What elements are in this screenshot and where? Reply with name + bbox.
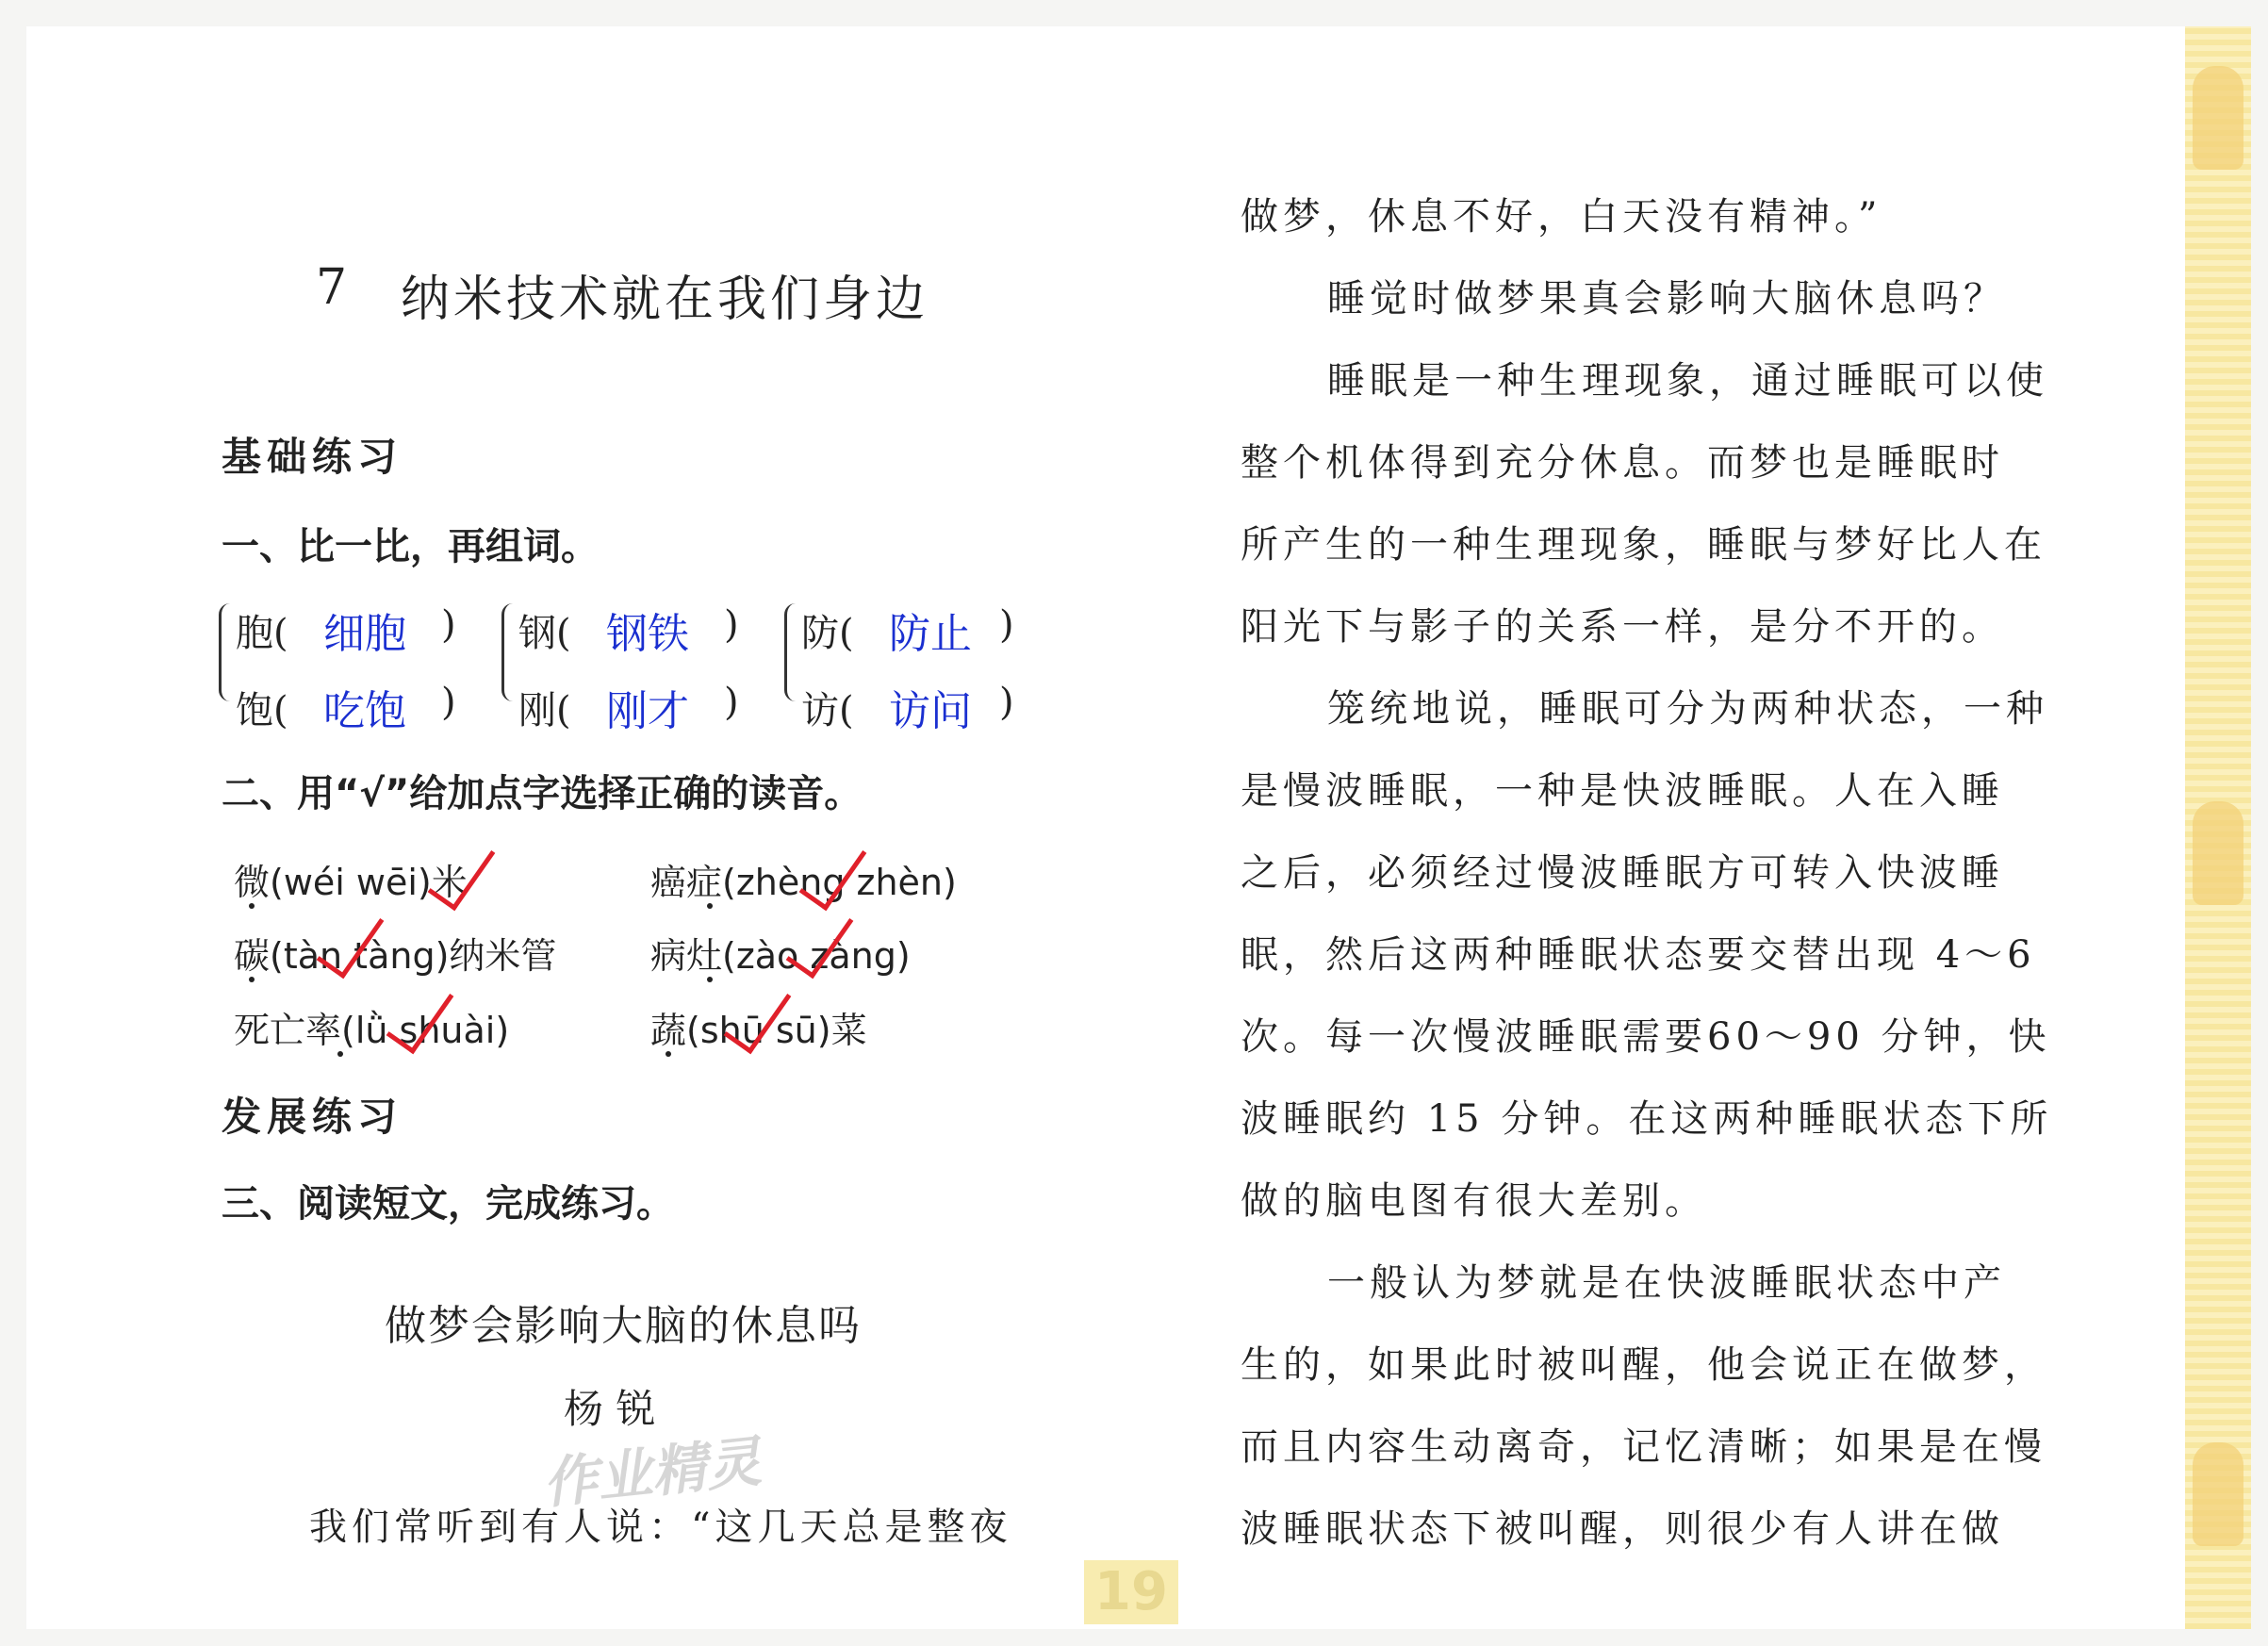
- article-text-line: 所产生的一种生理现象，睡眠与梦好比人在: [1241, 523, 2046, 567]
- compare-char: 饱(: [236, 689, 288, 732]
- answer-word: 吃饱: [323, 687, 406, 735]
- article-text-line: 一般认为梦就是在快波睡眠状态中产: [1327, 1261, 2006, 1305]
- close-paren: ): [724, 681, 739, 724]
- article-text-line: 波睡眠约 15 分钟。在这两种睡眠状态下所: [1241, 1097, 2053, 1141]
- page-number: 19: [1084, 1560, 1178, 1624]
- pinyin-item: 碳(tàn tàng)纳米管: [234, 935, 557, 977]
- article-text-line: 整个机体得到充分休息。而梦也是睡眠时: [1241, 441, 2004, 485]
- close-paren: ): [441, 603, 456, 647]
- pinyin-item: 蔬(shū sū)菜: [650, 1010, 867, 1051]
- article-title: 做梦会影响大脑的休息吗: [385, 1302, 862, 1350]
- article-text-line: 波睡眠状态下被叫醒，则很少有人讲在做: [1241, 1507, 2004, 1551]
- article-right-column: [1241, 187, 2051, 1581]
- emphasis-dot: [249, 903, 255, 909]
- cartoon-decoration-bottom: [2193, 1442, 2243, 1546]
- pinyin-item: 死亡率(lǜ shuài): [234, 1010, 510, 1051]
- emphasis-dot: [666, 1051, 671, 1057]
- emphasis-dot: [707, 903, 713, 909]
- article-text-line: 笼统地说，睡眠可分为两种状态，一种: [1327, 687, 2048, 731]
- section-basic-practice: 基础练习: [222, 434, 403, 480]
- section-development-practice: 发展练习: [222, 1094, 403, 1140]
- brace-2: [501, 603, 518, 701]
- watermark: 作业精灵: [539, 1429, 764, 1516]
- close-paren: ): [441, 681, 456, 724]
- cartoon-decoration-top: [2193, 66, 2243, 170]
- lesson-title: 纳米技术就在我们身边: [401, 272, 929, 328]
- pinyin-item: 病灶(zào zàng): [650, 935, 911, 977]
- pinyin-item: 癌症(zhèng zhèn): [650, 862, 957, 903]
- answer-word: 刚才: [606, 687, 689, 735]
- article-text-line: 睡眠是一种生理现象，通过睡眠可以使: [1327, 359, 2048, 403]
- brace-1: [219, 603, 235, 701]
- close-paren: ): [999, 681, 1014, 724]
- article-author: 杨 锐: [564, 1386, 656, 1432]
- question-1: 一、比一比，再组词。: [222, 525, 599, 568]
- article-text-line: 我们常听到有人说：“这几天总是整夜: [309, 1506, 1012, 1549]
- compare-char: 防(: [801, 612, 854, 655]
- close-paren: ): [999, 603, 1014, 647]
- emphasis-dot: [249, 977, 255, 982]
- article-text-line: 是慢波睡眠，一种是快波睡眠。人在入睡: [1241, 769, 2004, 813]
- emphasis-dot: [337, 1051, 343, 1057]
- article-text-line: 生的，如果此时被叫醒，他会说正在做梦，: [1241, 1343, 2046, 1387]
- answer-word: 防止: [889, 610, 972, 658]
- question-2: 二、用“√”给加点字选择正确的读音。: [222, 772, 863, 815]
- article-text-line: 而且内容生动离奇，记忆清晰；如果是在慢: [1241, 1425, 2046, 1469]
- question-3: 三、阅读短文，完成练习。: [222, 1182, 674, 1226]
- article-text-line: 之后，必须经过慢波睡眠方可转入快波睡: [1241, 851, 2004, 895]
- compare-char: 刚(: [518, 689, 571, 732]
- article-text-line: 睡觉时做梦果真会影响大脑休息吗？: [1327, 277, 2006, 321]
- compare-char: 访(: [801, 689, 854, 732]
- article-text-line: 次。每一次慢波睡眠需要60～90 分钟，快: [1241, 1015, 2051, 1059]
- close-paren: ): [724, 603, 739, 647]
- answer-word: 细胞: [323, 610, 406, 658]
- article-text-line: 做梦，休息不好，白天没有精神。”: [1241, 195, 1882, 239]
- compare-char: 胞(: [236, 612, 288, 655]
- compare-char: 钢(: [518, 612, 571, 655]
- lesson-number: 7: [316, 259, 352, 316]
- brace-3: [784, 603, 800, 701]
- pinyin-item: 微(wéi wēi)米: [234, 862, 468, 903]
- article-text-line: 眠，然后这两种睡眠状态要交替出现 4～6: [1241, 933, 2036, 977]
- article-text-line: 做的脑电图有很大差别。: [1241, 1179, 1707, 1223]
- emphasis-dot: [707, 977, 713, 982]
- answer-word: 访问: [889, 687, 972, 735]
- article-text-line: 阳光下与影子的关系一样，是分不开的。: [1241, 605, 2004, 649]
- answer-word: 钢铁: [606, 610, 689, 658]
- cartoon-decoration-middle: [2193, 801, 2243, 905]
